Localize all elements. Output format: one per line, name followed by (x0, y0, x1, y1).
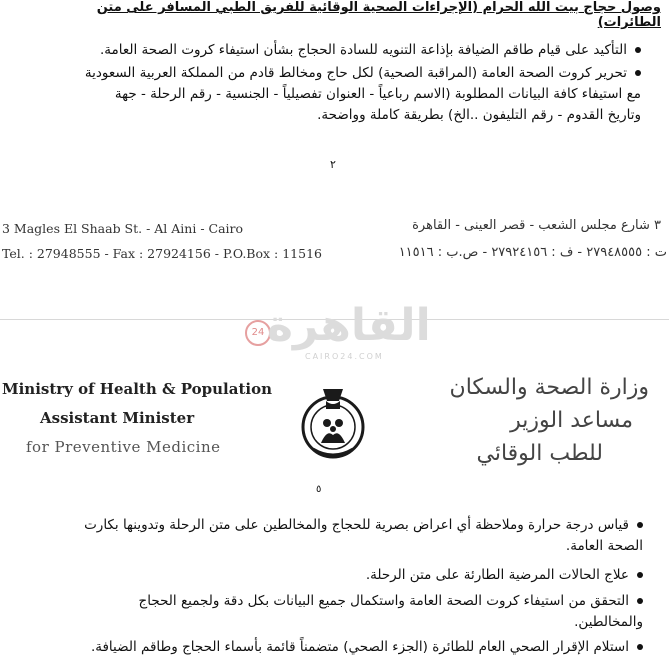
bullet-text: تحرير كروت الصحة العامة (المراقبة الصحية) لكل حاج ومخالط قادم من المملكة العربية السعودية (84, 65, 627, 81)
header-ar-preventive: للطب الوقائي (476, 441, 603, 466)
bullet-continuation: والمخالطين. (574, 614, 643, 630)
bullet-continuation: مع استيفاء كافة البيانات المطلوبة (الاسم رباعياً - العنوان تفصيلياً - الجنسية - رقم الرحلة - جهة (114, 86, 641, 102)
footer-phone-en: Tel. : 27948555 - Fax : 27924156 - P.O.Box : 11516 (2, 246, 322, 261)
page2-bullet-4 (33, 637, 643, 658)
watermark-number: 24 (245, 320, 271, 346)
bullet-dot-icon (635, 70, 641, 76)
bullet-dot-icon (637, 598, 643, 604)
page1-number: ٢ (330, 158, 336, 171)
watermark-latin: CAIRO24.COM (305, 352, 384, 361)
page1-bullet-1 (41, 40, 641, 61)
ministry-emblem-icon (293, 383, 373, 461)
bullet-text: قياس درجة حرارة وملاحظة أي اعراض بصرية للحجاج والمخالطين على متن الرحلة وتدوينها بكارت (84, 517, 629, 533)
header-en-assistant: Assistant Minister (40, 409, 195, 427)
bullet-text: استلام الإقرار الصحي العام للطائرة (الجزء الصحي) متضمناً قائمة بأسماء الحجاج وطاقم الضيافة. (90, 639, 629, 655)
page2-bullet-2 (33, 565, 643, 586)
page1-bullet-2 (21, 63, 641, 126)
page1-title: وصول حجاج بيت الله الحرام (الإجراءات الصحية الوقائية للفريق الطبي المسافر على متن الطائرات) (96, 0, 661, 30)
bullet-continuation: الصحة العامة. (565, 538, 643, 554)
watermark (245, 300, 435, 370)
footer-phone-ar: ت : ٢٧٩٤٨٥٥٥ - ف : ٢٧٩٢٤١٥٦ - ص.ب : ١١٥١٦ (398, 245, 667, 260)
header-ar-assistant: مساعد الوزير (510, 408, 633, 433)
bullet-dot-icon (637, 644, 643, 650)
page2-number: ٥ (316, 484, 322, 495)
footer-address-ar: ٣ شارع مجلس الشعب - قصر العينى - القاهرة (412, 218, 661, 233)
bullet-text: التحقق من استيفاء كروت الصحة العامة واستكمال جميع البيانات بكل دقة ولجميع الحجاج (138, 593, 629, 609)
header-en-preventive: for Preventive Medicine (26, 438, 221, 456)
bullet-dot-icon (635, 47, 641, 53)
watermark-arabic: القاهرة (267, 300, 431, 351)
page2-bullet-1 (33, 515, 643, 557)
page2-bullet-3 (33, 591, 643, 633)
footer-address-en: 3 Magles El Shaab St. - Al Aini - Cairo (2, 221, 244, 236)
bullet-text: علاج الحالات المرضية الطارئة على متن الرحلة. (365, 567, 629, 583)
bullet-text: التأكيد على قيام طاقم الضيافة بإذاعة التنويه للسادة الحجاج بشأن استيفاء كروت الصحة العامة. (99, 42, 627, 58)
header-en-ministry: Ministry of Health & Population (2, 380, 272, 398)
bullet-dot-icon (637, 522, 643, 528)
bullet-dot-icon (637, 572, 643, 578)
bullet-continuation: وتاريخ القدوم - رقم التليفون ..الخ) بطريقة كاملة وواضحة. (317, 107, 641, 123)
header-ar-ministry: وزارة الصحة والسكان (449, 375, 649, 400)
